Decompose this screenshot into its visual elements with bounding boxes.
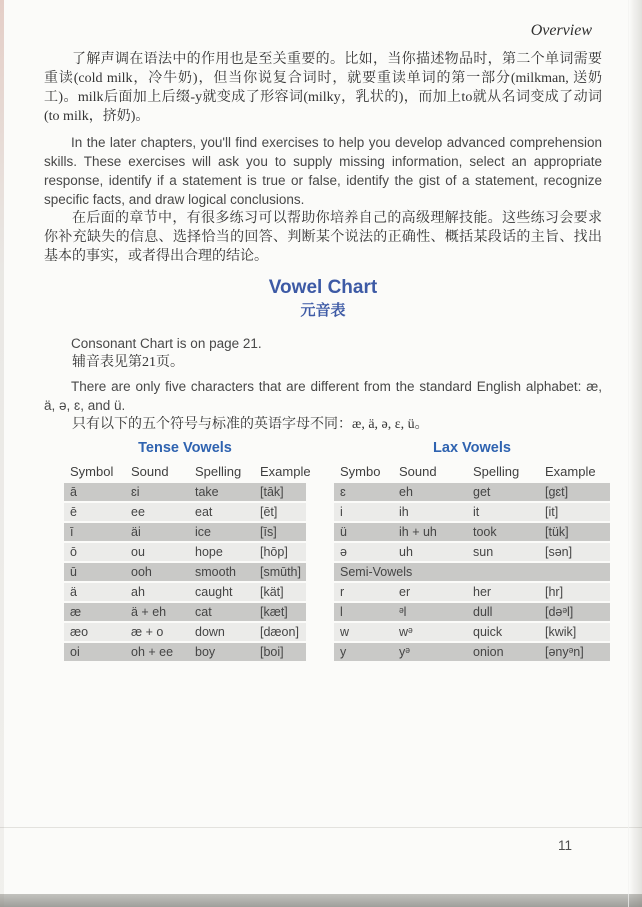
table-cell: ī	[64, 523, 125, 541]
table-cell: l	[334, 603, 393, 621]
lax-vowels-title: Lax Vowels	[433, 440, 511, 456]
table-cell: y	[334, 643, 393, 661]
table-cell: cat	[189, 603, 254, 621]
table-cell: ü	[334, 523, 393, 541]
table-cell: [hōp]	[254, 543, 306, 561]
table-cell: quick	[467, 623, 539, 641]
paragraph-later-chapters-zh: 在后面的章节中，有很多练习可以帮助你培养自己的高级理解技能。这些练习会要求你补充缺失的信息、选择恰当的回答、判断某个说法的正确性、概括某段话的主旨、找出基本的事实，或者得出合理的结论。	[44, 211, 602, 264]
table-cell: sun	[467, 543, 539, 561]
scan-right-edge	[628, 0, 642, 907]
table-row	[64, 563, 306, 581]
table-cell: ɛ	[334, 483, 393, 501]
table-cell: get	[467, 483, 539, 501]
table-cell: dull	[467, 603, 539, 621]
table-cell: w	[334, 623, 393, 641]
paragraph-later-chapters-en: In the later chapters, you'll find exercises to help you develop advanced comprehension skills. These exercises will ask you to supply missing information, select an appropriate response, identify if a statement is true or false, identify the gist of a statement, recognize specific facts, and draw logical conclusions.	[44, 135, 602, 207]
section-title-zh: 元音表	[300, 302, 346, 319]
tense-vowels-section	[64, 440, 311, 663]
table-cell: onion	[467, 643, 539, 661]
table-cell: take	[189, 483, 254, 501]
table-cell: hope	[189, 543, 254, 561]
table-row	[64, 543, 306, 561]
table-cell: caught	[189, 583, 254, 601]
table-row	[334, 543, 610, 561]
table-cell: ā	[64, 483, 125, 501]
vowel-tables	[64, 440, 602, 663]
table-cell: yᵊ	[393, 643, 467, 661]
table-cell: ᵊl	[393, 603, 467, 621]
table-row	[334, 483, 610, 501]
table-cell: [ənyᵊn]	[539, 643, 610, 661]
lax-vowels-section	[334, 440, 610, 663]
table-cell: ih + uh	[393, 523, 467, 541]
table-cell: [kät]	[254, 583, 306, 601]
table-section-row	[334, 563, 610, 581]
column-header: Symbol	[70, 464, 114, 479]
table-cell: æ + o	[125, 623, 189, 641]
table-row	[64, 503, 306, 521]
table-cell: took	[467, 523, 539, 541]
tense-vowels-table	[64, 462, 311, 663]
table-row	[64, 603, 306, 621]
section-title-en: Vowel Chart	[268, 277, 378, 298]
table-row	[64, 483, 306, 501]
table-row	[334, 523, 610, 541]
table-cell: ou	[125, 543, 189, 561]
lax-vowels-table	[334, 462, 610, 663]
table-cell: ä + eh	[125, 603, 189, 621]
consonant-chart-note-zh: 辅音表见第21页。	[72, 355, 184, 370]
running-header: Overview	[530, 22, 592, 39]
table-cell: [tāk]	[254, 483, 306, 501]
table-cell: eh	[393, 483, 467, 501]
table-cell: oh + ee	[125, 643, 189, 661]
table-cell: ō	[64, 543, 125, 561]
table-row	[334, 643, 610, 661]
table-cell: down	[189, 623, 254, 641]
table-cell: [it]	[539, 503, 610, 521]
table-cell: i	[334, 503, 393, 521]
table-cell: ee	[125, 503, 189, 521]
table-row	[64, 583, 306, 601]
table-cell: [tük]	[539, 523, 610, 541]
column-header: Spelling	[195, 464, 242, 479]
section-label: Semi-Vowels	[334, 563, 610, 581]
scan-bottom-edge	[0, 894, 642, 907]
table-cell: ə	[334, 543, 393, 561]
column-header: Sound	[399, 464, 437, 479]
table-header-row	[334, 464, 610, 481]
table-cell: ooh	[125, 563, 189, 581]
table-cell: r	[334, 583, 393, 601]
table-cell: [boi]	[254, 643, 306, 661]
table-cell: [smūth]	[254, 563, 306, 581]
table-cell: [īs]	[254, 523, 306, 541]
table-row	[64, 643, 306, 661]
table-row	[64, 623, 306, 641]
table-cell: eat	[189, 503, 254, 521]
consonant-chart-note-en: Consonant Chart is on page 21.	[71, 336, 262, 351]
five-characters-note-en: There are only five characters that are different from the standard English alphabet: æ, ä, ə, ɛ, and ü.	[44, 379, 602, 413]
table-cell: her	[467, 583, 539, 601]
table-cell: ä	[64, 583, 125, 601]
table-header-row	[64, 464, 306, 481]
table-row	[64, 523, 306, 541]
table-row	[334, 503, 610, 521]
footer-rule	[0, 827, 642, 828]
table-cell: ih	[393, 503, 467, 521]
table-cell: ɛi	[125, 483, 189, 501]
five-characters-note-zh: 只有以下的五个符号与标准的英语字母不同：æ, ä, ə, ɛ, ü。	[72, 417, 429, 432]
table-cell: wᵊ	[393, 623, 467, 641]
table-cell: it	[467, 503, 539, 521]
table-row	[334, 623, 610, 641]
table-cell: uh	[393, 543, 467, 561]
column-header: Symbo	[340, 464, 381, 479]
column-header: Spelling	[473, 464, 520, 479]
table-row	[334, 603, 610, 621]
table-cell: er	[393, 583, 467, 601]
table-cell: [hr]	[539, 583, 610, 601]
table-cell: [sən]	[539, 543, 610, 561]
table-cell: ē	[64, 503, 125, 521]
column-header: Example	[545, 464, 596, 479]
page-number: 11	[558, 838, 573, 853]
table-cell: ū	[64, 563, 125, 581]
table-cell: ice	[189, 523, 254, 541]
column-header: Example	[260, 464, 311, 479]
table-cell: ah	[125, 583, 189, 601]
column-header: Sound	[131, 464, 169, 479]
table-cell: [kæt]	[254, 603, 306, 621]
table-cell: boy	[189, 643, 254, 661]
table-cell: æ	[64, 603, 125, 621]
scan-left-edge	[0, 0, 4, 907]
table-cell: [ēt]	[254, 503, 306, 521]
table-cell: [dæon]	[254, 623, 306, 641]
table-cell: [gɛt]	[539, 483, 610, 501]
paragraph-tone-grammar-zh: 了解声调在语法中的作用也是至关重要的。比如，当你描述物品时，第二个单词需要重读(cold milk，冷牛奶)，但当你说复合词时，就要重读单词的第一部分(milkman, 送奶工)。milk后面加上后缀-y就变成了形容词(milky，乳状的)，而加上to就从名词变成了动词(to milk，挤奶)。	[44, 52, 602, 124]
table-cell: æo	[64, 623, 125, 641]
table-row	[334, 583, 610, 601]
page-body	[44, 50, 602, 663]
table-cell: äi	[125, 523, 189, 541]
table-cell: [kwik]	[539, 623, 610, 641]
table-cell: smooth	[189, 563, 254, 581]
tense-vowels-title: Tense Vowels	[138, 440, 232, 456]
table-cell: oi	[64, 643, 125, 661]
table-cell: [dəᵊl]	[539, 603, 610, 621]
